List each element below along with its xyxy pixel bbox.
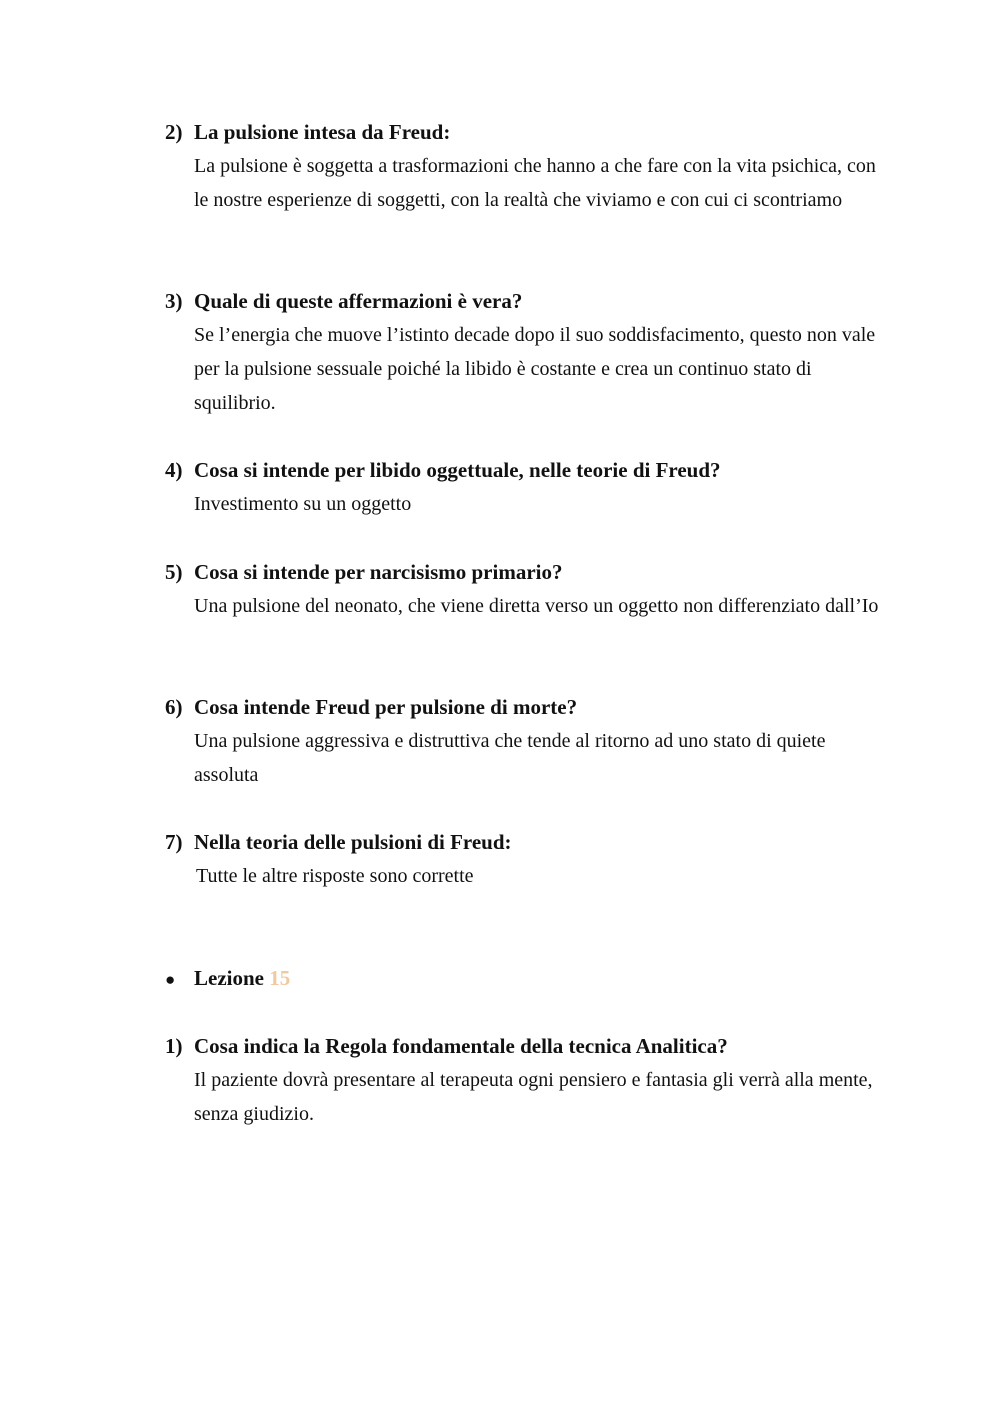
- question-heading: [165, 1029, 885, 1063]
- lesson-label: Lezione: [194, 966, 264, 990]
- question-text: La pulsione intesa da Freud:: [194, 120, 451, 144]
- question-heading: [165, 555, 885, 589]
- answer-text: Una pulsione del neonato, che viene diretta verso un oggetto non differenziato dall’Io: [194, 595, 879, 617]
- lesson-heading: [165, 961, 885, 997]
- answer-text: Se l’energia che muove l’istinto decade dopo il suo soddisfacimento, questo non vale per la pulsione sessuale poiché la libido è costante e crea un continuo stato di squilibrio.: [194, 324, 876, 414]
- question-heading: [165, 690, 885, 724]
- question-text: Cosa indica la Regola fondamentale della tecnica Analitica?: [194, 1034, 728, 1058]
- question-block-4: [165, 453, 885, 521]
- answer-text: Una pulsione aggressiva e distruttiva che tende al ritorno ad uno stato di quiete assoluta: [194, 730, 826, 786]
- question-heading: [165, 284, 885, 318]
- answer-text: La pulsione è soggetta a trasformazioni che hanno a che fare con la vita psichica, con le nostre esperienze di soggetti, con la realtà che viviamo e con cui ci scontriamo: [194, 155, 876, 211]
- answer-text: Il paziente dovrà presentare al terapeuta ogni pensiero e fantasia gli verrà alla mente, senza giudizio.: [194, 1069, 873, 1125]
- question-text: Cosa si intende per libido oggettuale, nelle teorie di Freud?: [194, 458, 721, 482]
- question-number: 6): [165, 695, 183, 719]
- bullet-icon: ●: [165, 970, 176, 989]
- lesson-number: 15: [269, 966, 291, 990]
- question-text: Nella teoria delle pulsioni di Freud:: [194, 830, 512, 854]
- question-number: 7): [165, 830, 183, 854]
- question-heading: [165, 115, 885, 149]
- question-block-2: [165, 115, 885, 217]
- question-text: Cosa intende Freud per pulsione di morte?: [194, 695, 578, 719]
- question-block-7: [165, 825, 885, 893]
- question-number: 5): [165, 560, 183, 584]
- question-block-3: [165, 284, 885, 420]
- question-number: 4): [165, 458, 183, 482]
- answer-text: Tutte le altre risposte sono corrette: [196, 865, 474, 887]
- answer-text: Investimento su un oggetto: [194, 493, 412, 515]
- question-heading: [165, 453, 885, 487]
- question-text: Cosa si intende per narcisismo primario?: [194, 560, 563, 584]
- question-block-1: [165, 1029, 885, 1131]
- question-text: Quale di queste affermazioni è vera?: [194, 289, 523, 313]
- question-block-5: [165, 555, 885, 623]
- question-number: 2): [165, 120, 183, 144]
- question-number: 3): [165, 289, 183, 313]
- question-heading: [165, 825, 885, 859]
- question-number: 1): [165, 1034, 183, 1058]
- question-block-6: [165, 690, 885, 792]
